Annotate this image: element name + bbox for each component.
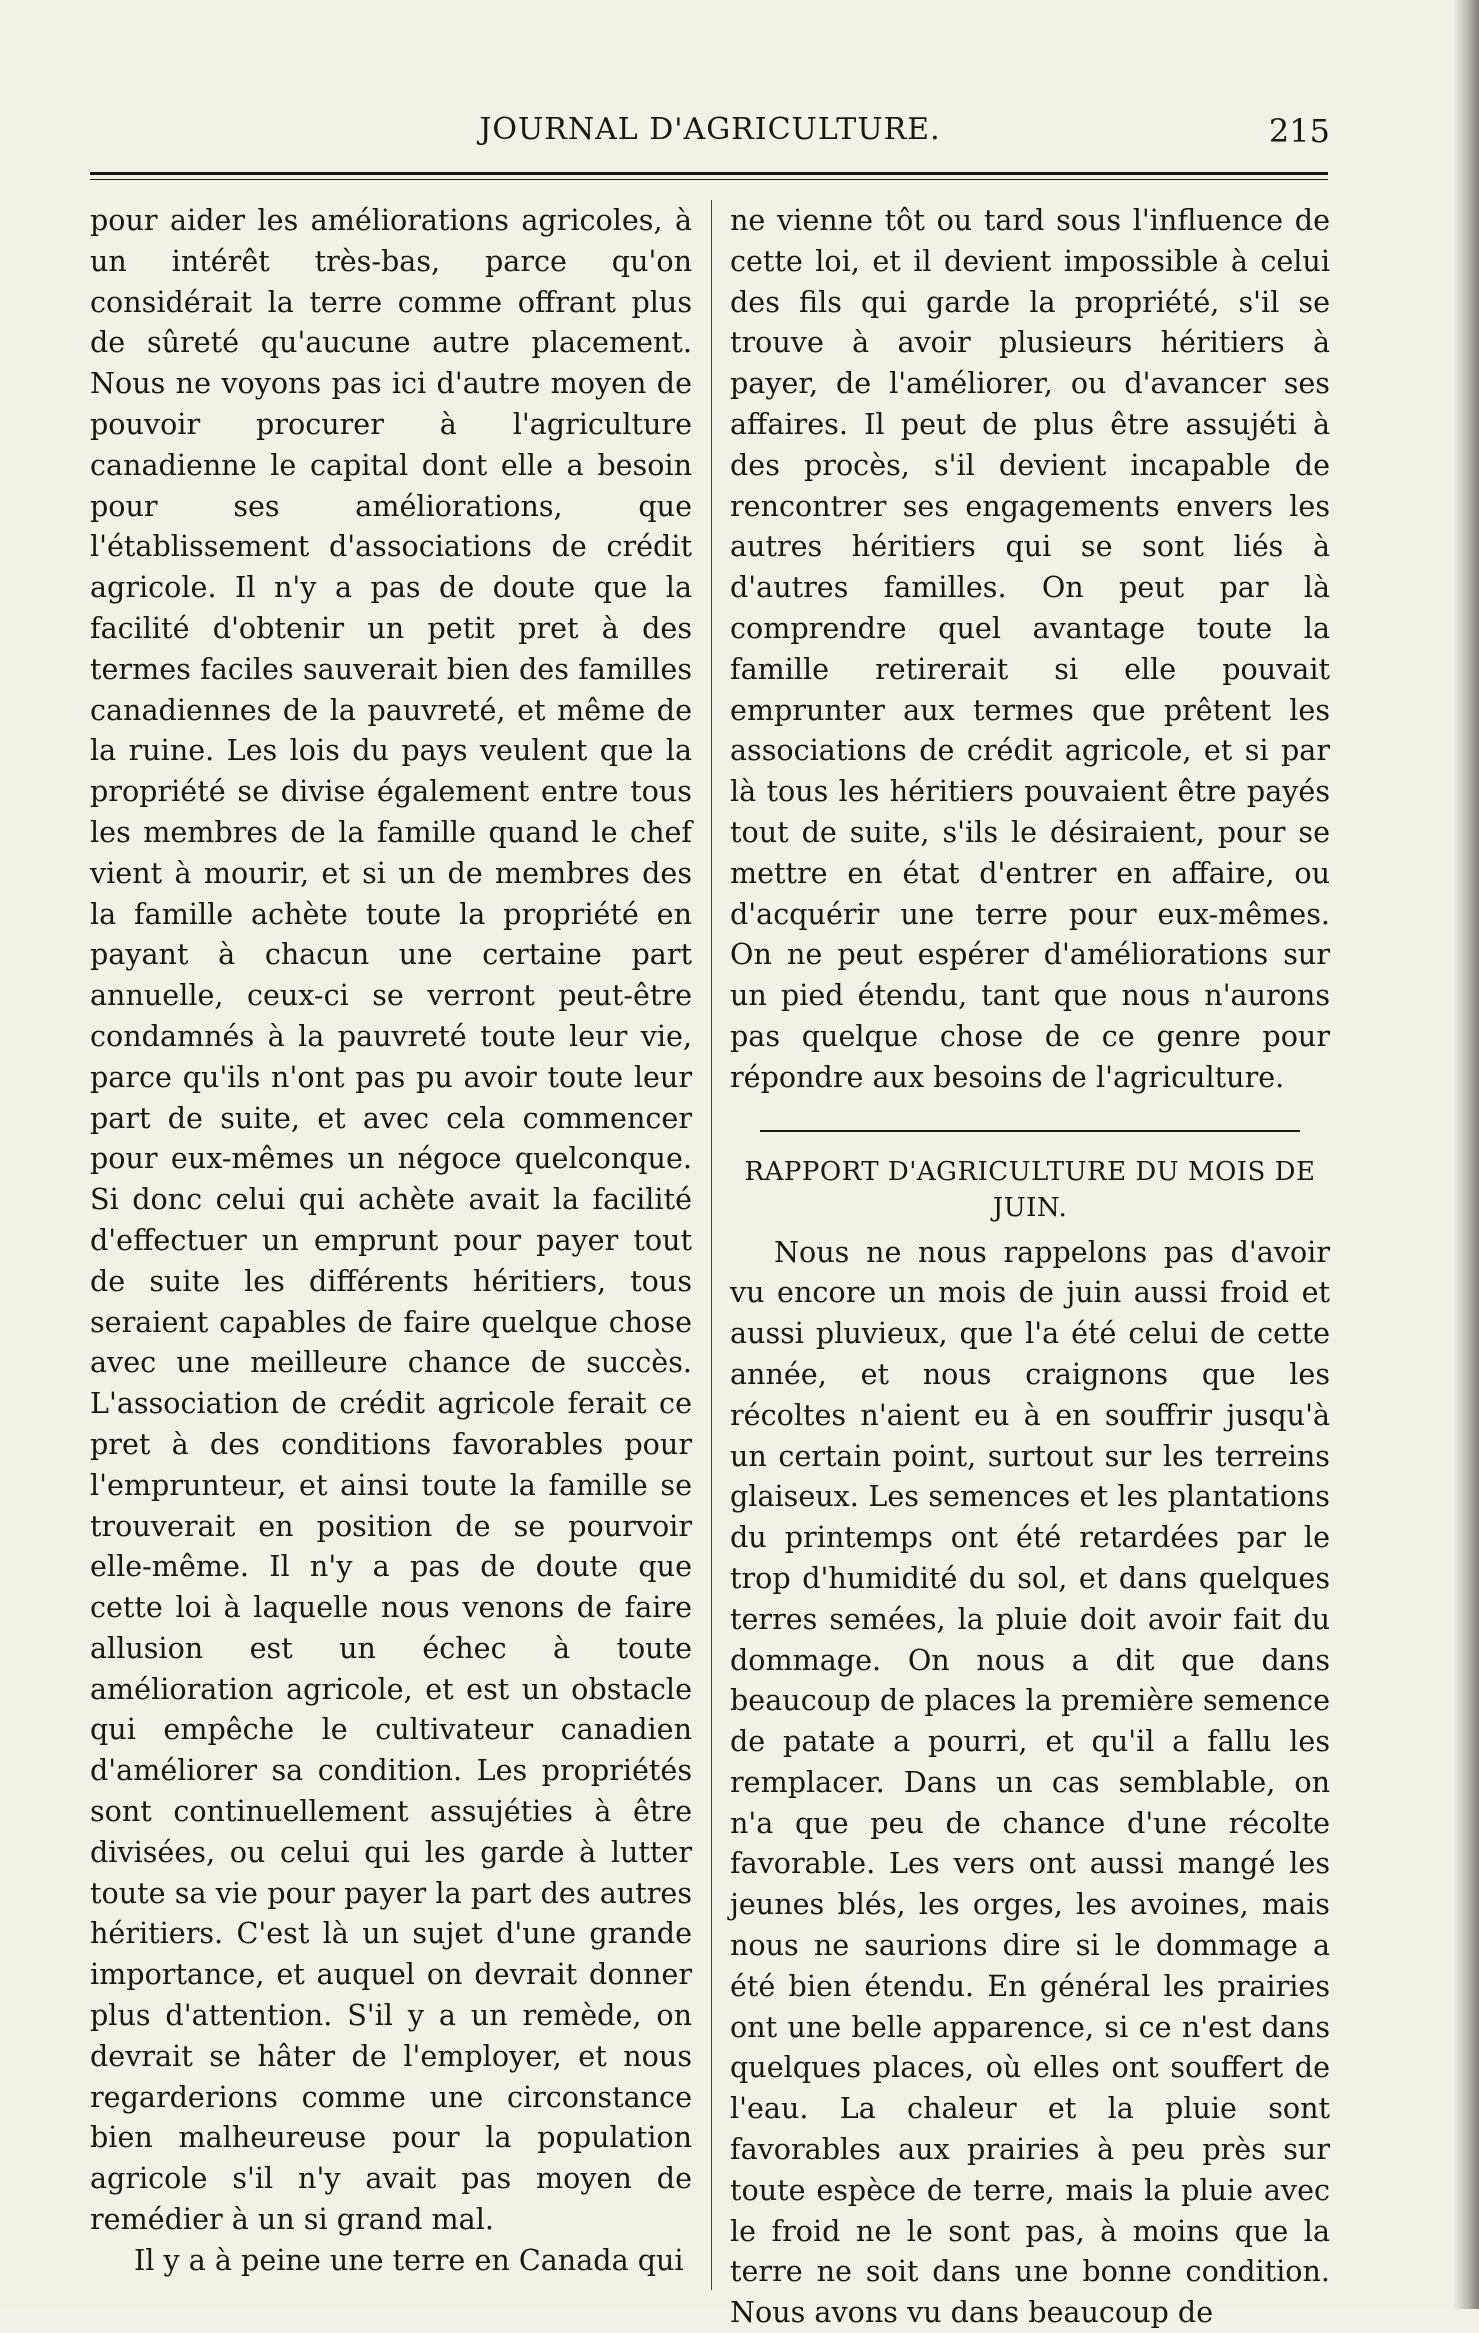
left-paragraph-2: Il y a à peine une terre en Canada qui (134, 2242, 684, 2277)
running-title: JOURNAL D'AGRICULTURE. (479, 112, 941, 147)
header-rule (90, 172, 1328, 175)
section-rule (760, 1130, 1300, 1132)
right-paragraph-2: Nous ne nous rappelons pas d'avoir vu encore un mois de juin aussi froid et aussi pluvieux, que l'a été celui de cette année, et nous craignons que les récoltes n'aient eu à en souffrir jusqu'à un certain point, surtout sur les terreins glaiseux. Les semences et les plantations du printemps ont été retardées par le trop d'humidité du sol, et dans quelques terres semées, la pluie doit avoir fait du dommage. On nous a dit que dans beaucoup de places la première semence de patate a pourri, et qu'il a fallu les remplacer. Dans un cas semblable, on n'a que peu de chance d'une récolte favorable. Les vers ont aussi mangé les jeunes blés, les orges, les avoines, mais nous ne saurions dire si le dommage a été bien étendu. En général les prairies ont une belle apparence, si ce n'est dans quelques places, où elles ont souffert de l'eau. La chaleur et la pluie sont favorables aux prairies à peu près sur toute espèce de terre, mais la pluie avec le froid ne le sont pas, à moins que la terre ne soit dans une bonne condition. Nous avons vu dans beaucoup de (730, 1234, 1330, 2330)
left-column (90, 200, 692, 2281)
column-divider (711, 200, 712, 2290)
left-paragraph-1: pour aider les améliorations agricoles, à un intérêt très-bas, parce qu'on considérait la terre comme offrant plus de sûreté qu'aucune autre placement. Nous ne voyons pas ici d'autre moyen de pouvoir procurer à l'agriculture canadienne le capital dont elle a besoin pour ses améliorations, que l'établissement d'associations de crédit agricole. Il n'y a pas de doute que la facilité d'obtenir un petit pret à des termes faciles sauverait bien des familles canadiennes de la pauvreté, et même de la ruine. Les lois du pays veulent que la propriété se divise également entre tous les membres de la famille quand le chef vient à mourir, et si un de membres des la famille achète toute la propriété en payant à chacun une certaine part annuelle, ceux-ci se verront peut-être condamnés à la pauvreté toute leur vie, parce qu'ils n'ont pas pu avoir toute leur part de suite, et avec cela commencer pour eux-mêmes un négoce quelconque. Si donc celui qui achète avait la facilité d'effectuer un emprunt pour payer tout de suite les différents héritiers, tous seraient capables de faire quelque chose avec une meilleure chance de succès. L'association de crédit agricole ferait ce pret à des conditions favorables pour l'emprunteur, et ainsi toute la famille se trouverait en position de se pourvoir elle-même. Il n'y a pas de doute que cette loi à laquelle nous venons de faire allusion est un échec à toute amélioration agricole, et est un obstacle qui empêche le cultivateur canadien d'améliorer sa condition. Les propriétés sont continuellement assujéties à être divisées, ou celui qui les garde à lutter toute sa vie pour payer la part des autres héritiers. C'est là un sujet d'une grande importance, et auquel on devrait donner plus d'attention. S'il y a un remède, on devrait se hâter de l'employer, et nous regarderions comme une circonstance bien malheureuse pour la population agricole s'il n'y avait pas moyen de remédier à un si grand mal. (90, 203, 692, 2237)
section-heading: RAPPORT D'AGRICULTURE DU MOIS DE JUIN. (744, 1156, 1316, 1223)
binding-edge-shadow (1453, 0, 1479, 2309)
header-rule-thin (90, 179, 1328, 180)
page-header (90, 112, 1330, 162)
right-column (730, 200, 1330, 2333)
page-number: 215 (1268, 112, 1330, 150)
right-paragraph-1: ne vienne tôt ou tard sous l'influence de cette loi, et il devient impossible à celui des fils qui garde la propriété, s'il se trouve à avoir plusieurs héritiers à payer, de l'améliorer, ou d'avancer ses affaires. Il peut de plus être assujéti à des procès, s'il devient incapable de rencontrer ses engagements envers les autres héritiers qui se sont liés à d'autres familles. On peut par là comprendre quel avantage toute la famille retirerait si elle pouvait emprunter aux termes que prêtent les associations de crédit agricole, et si par là tous les héritiers pouvaient être payés tout de suite, s'ils le désiraient, pour se mettre en état d'entrer en affaire, ou d'acquérir une terre pour eux-mêmes. On ne peut espérer d'améliorations sur un pied étendu, tant que nous n'aurons pas quelque chose de ce genre pour répondre aux besoins de l'agriculture. (730, 203, 1330, 1094)
